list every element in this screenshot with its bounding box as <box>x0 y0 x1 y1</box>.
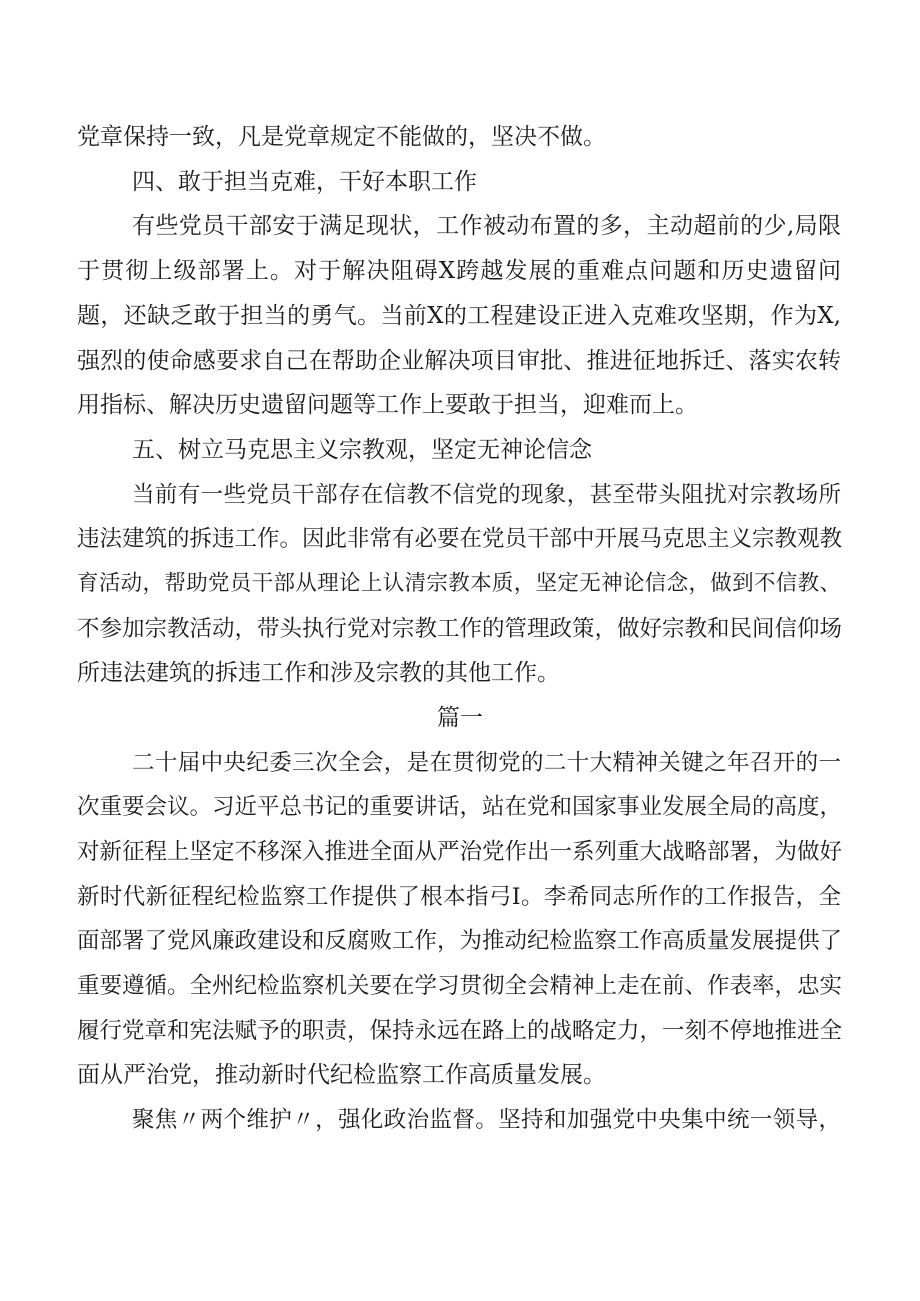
paragraph-line: 当前有一些党员干部存在信教不信党的现象，甚至带头阻扰对宗教场所 <box>132 482 841 508</box>
paragraph-line: 二十届中央纪委三次全会，是在贯彻党的二十大精神关键之年召开的一 <box>132 750 841 776</box>
paragraph-line: 用指标、解决历史遗留问题等工作上要敢于担当，迎难而上。 <box>77 392 698 418</box>
paragraph-line: 次重要会议。习近平总书记的重要讲话，站在党和国家事业发展全局的高度， <box>77 794 843 820</box>
paragraph-line: 面部署了党风廉政建设和反腐败工作，为推动纪检监察工作高质量发展提供了 <box>77 928 843 954</box>
section-heading-four: 四、敢于担当克难，干好本职工作 <box>132 169 477 195</box>
paragraph-line: 聚焦〃两个维护〃，强化政治监督。坚持和加强党中央集中统一领导， <box>132 1107 841 1133</box>
paragraph-line: 面从严治党，推动新时代纪检监察工作高质量发展。 <box>77 1062 606 1088</box>
chapter-title: 篇一 <box>437 705 483 731</box>
paragraph-line: 重要遵循。全州纪检监察机关要在学习贯彻全会精神上走在前、作表率，忠实 <box>77 973 843 999</box>
paragraph-line: 违法建筑的拆违工作。因此非常有必要在党员干部中开展马克思主义宗教观教 <box>77 526 843 552</box>
paragraph-line: 强烈的使命感要求自己在帮助企业解决项目审批、推进征地拆迁、落实农转 <box>77 348 841 374</box>
paragraph-line: 履行党章和宪法赋予的职责，保持永远在路上的战略定力，一刻不停地推进全 <box>77 1018 843 1044</box>
paragraph-line: 所违法建筑的拆违工作和涉及宗教的其他工作。 <box>77 660 560 686</box>
paragraph-line: 新时代新征程纪检监察工作提供了根本指弓I。李希同志所作的工作报告，全 <box>77 884 841 910</box>
paragraph-line: 题，还缺乏敢于担当的勇气。当前X的工程建设正进入克难攻坚期，作为X, <box>77 303 841 329</box>
paragraph-line: 于贯彻上级部署上。对于解决阻碍X跨越发展的重难点问题和历史遗留问 <box>77 258 841 284</box>
paragraph-line: 对新征程上坚定不移深入推进全面从严治党作出一系列重大战略部署，为做好 <box>77 839 843 865</box>
paragraph-line: 有些党员干部安于满足现状，工作被动布置的多，主动超前的少,局限 <box>132 213 841 239</box>
section-heading-five: 五、树立马克思主义宗教观，坚定无神论信念 <box>132 437 592 463</box>
paragraph-line: 党章保持一致，凡是党章规定不能做的，坚决不做。 <box>77 124 606 150</box>
paragraph-line: 育活动，帮助党员干部从理论上认清宗教本质，坚定无神论信念，做到不信教、 <box>77 571 841 596</box>
paragraph-line: 不参加宗教活动，带头执行党对宗教工作的管理政策，做好宗教和民间信仰场 <box>77 616 843 642</box>
